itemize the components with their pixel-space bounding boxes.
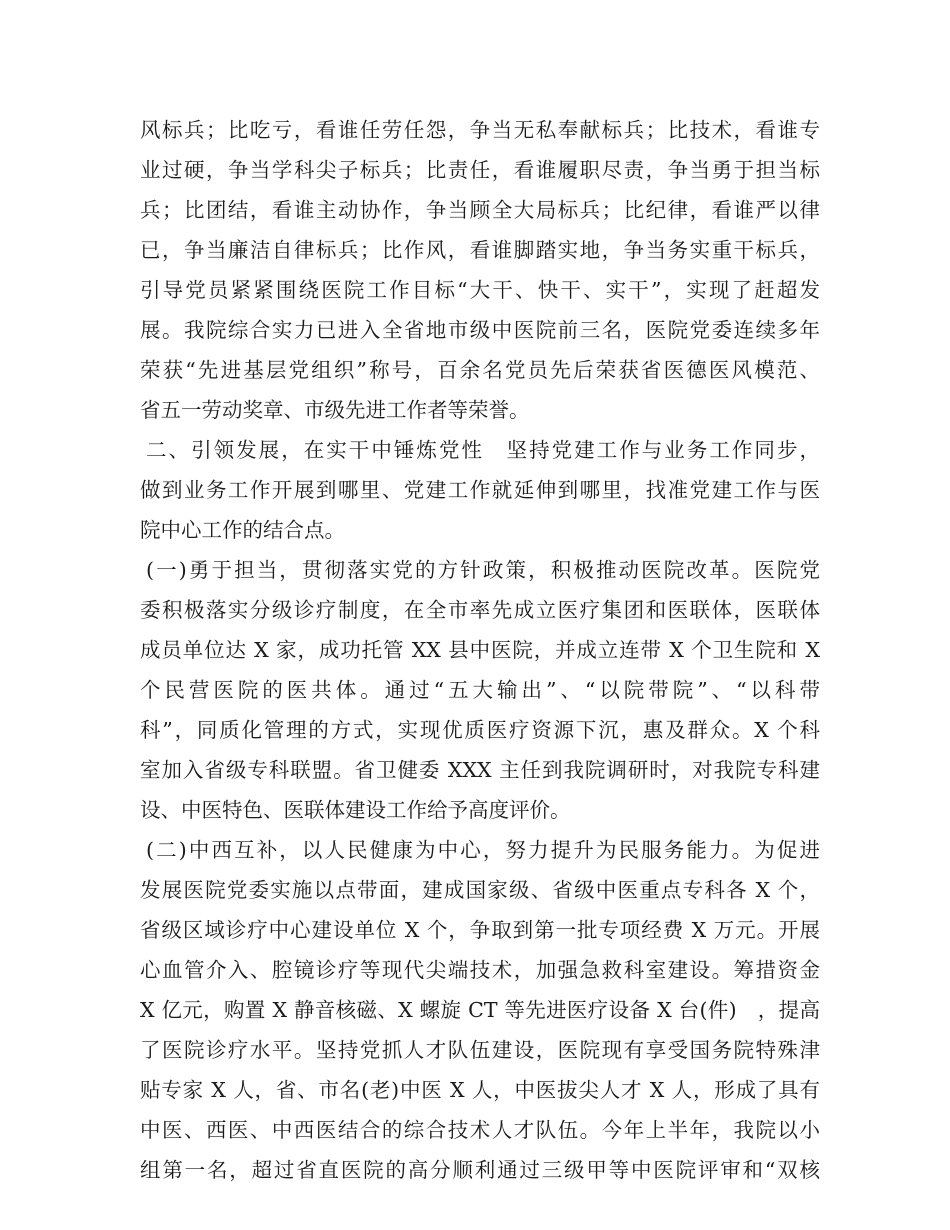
text-line: 室加入省级专科联盟。省卫健委 XXX 主任到我院调研时，对我院专科建	[140, 758, 820, 782]
section-heading-line: 二、引领发展，在实干中锤炼党性 坚持党建工作与业务工作同步，	[146, 438, 820, 462]
text-line: 业过硬，争当学科尖子标兵；比责任，看谁履职尽责，争当勇于担当标	[140, 158, 820, 182]
document-body	[140, 110, 820, 1190]
text-line: 省级区域诊疗中心建设单位 X 个，争取到第一批专项经费 X 万元。开展	[140, 918, 820, 942]
subsection-heading-line: (一)勇于担当，贯彻落实党的方针政策，积极推动医院改革。医院党	[146, 558, 820, 582]
subsection-heading-line: (二)中西互补，以人民健康为中心，努力提升为民服务能力。为促进	[146, 838, 820, 862]
text-line: 发展医院党委实施以点带面，建成国家级、省级中医重点专科各 X 个，	[140, 878, 820, 902]
text-line: 荣获“先进基层党组织”称号，百余名党员先后荣获省医德医风模范、	[140, 358, 820, 382]
text-line: 贴专家 X 人，省、市名(老)中医 X 人，中医拔尖人才 X 人，形成了具有	[140, 1078, 820, 1102]
text-line: 科”，同质化管理的方式，实现优质医疗资源下沉，惠及群众。X 个科	[140, 718, 820, 742]
text-line: 委积极落实分级诊疗制度，在全市率先成立医疗集团和医联体，医联体	[140, 598, 820, 622]
text-line: 引导党员紧紧围绕医院工作目标“大干、快干、实干”，实现了赶超发	[140, 278, 820, 302]
text-line: 风标兵；比吃亏，看谁任劳任怨，争当无私奉献标兵；比技术，看谁专	[140, 118, 820, 142]
text-line: X 亿元，购置 X 静音核磁、X 螺旋 CT 等先进医疗设备 X 台(件) ，提高	[140, 998, 820, 1022]
text-line: 成员单位达 X 家，成功托管 XX 县中医院，并成立连带 X 个卫生院和 X	[140, 638, 820, 662]
text-line: 省五一劳动奖章、市级先进工作者等荣誉。	[140, 398, 530, 422]
text-line: 个民营医院的医共体。通过“五大输出”、“以院带院”、“以科带	[140, 678, 820, 702]
text-line: 院中心工作的结合点。	[140, 518, 345, 542]
text-line: 展。我院综合实力已进入全省地市级中医院前三名，医院党委连续多年	[140, 318, 820, 342]
text-line: 中医、西医、中西医结合的综合技术人才队伍。今年上半年，我院以小	[140, 1118, 820, 1142]
text-line: 做到业务工作开展到哪里、党建工作就延伸到哪里，找准党建工作与医	[140, 478, 820, 502]
text-line: 兵；比团结，看谁主动协作，争当顾全大局标兵；比纪律，看谁严以律	[140, 198, 820, 222]
text-line: 心血管介入、腔镜诊疗等现代尖端技术，加强急救科室建设。筹措资金	[140, 958, 820, 982]
text-line: 组第一名，超过省直医院的高分顺利通过三级甲等中医院评审和“双核	[140, 1158, 820, 1182]
text-line: 了医院诊疗水平。坚持党抓人才队伍建设，医院现有享受国务院特殊津	[140, 1038, 820, 1062]
text-line: 已，争当廉洁自律标兵；比作风，看谁脚踏实地，争当务实重干标兵，	[140, 238, 820, 262]
text-line: 设、中医特色、医联体建设工作给予高度评价。	[140, 798, 571, 822]
